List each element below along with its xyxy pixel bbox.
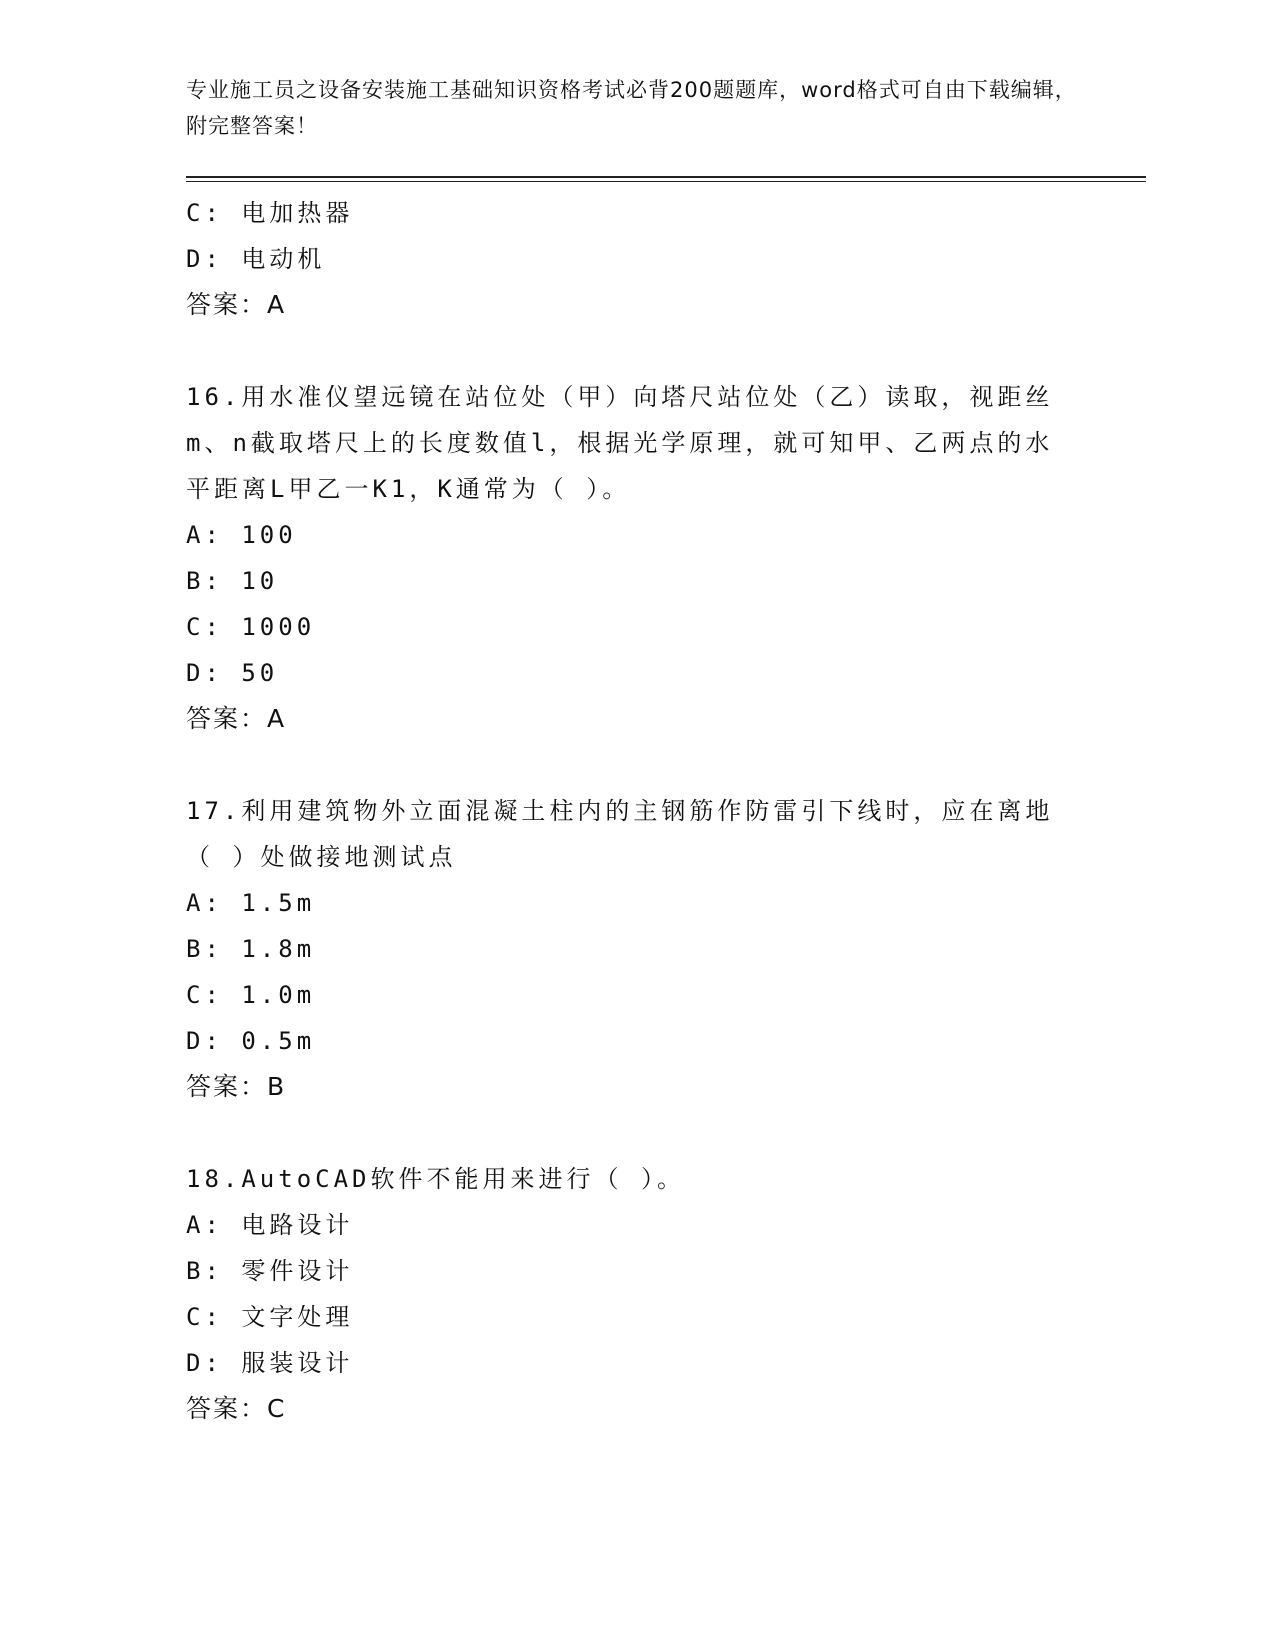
option-d: D: 电动机 (186, 245, 326, 273)
option-b: B: 1.8m (186, 935, 316, 963)
question-stem-16: 16.用水准仪望远镜在站位处（甲）向塔尺站位处（乙）读取，视距丝m、n截取塔尺上的长度数值l，根据光学原理，就可知甲、乙两点的水平距离L甲乙一K1，K通常为（ ）。 (186, 383, 1054, 503)
spacer (186, 742, 1076, 788)
option-d: D: 50 (186, 659, 279, 687)
answer-line: 答案：C (186, 1394, 287, 1423)
question-stem-18: 18.AutoCAD软件不能用来进行（ ）。 (186, 1165, 685, 1193)
answer-line: 答案：A (186, 290, 287, 319)
answer-line: 答案：B (186, 1072, 287, 1101)
spacer (186, 328, 1076, 374)
question-stem-17: 17.利用建筑物外立面混凝土柱内的主钢筋作防雷引下线时，应在离地（ ）处做接地测试点 (186, 797, 1054, 871)
header-divider (186, 176, 1146, 182)
option-b: B: 10 (186, 567, 279, 595)
option-d: D: 0.5m (186, 1027, 316, 1055)
option-c: C: 1.0m (186, 981, 316, 1009)
option-a: A: 1.5m (186, 889, 316, 917)
spacer (186, 1110, 1076, 1156)
question-content (186, 190, 1076, 1432)
option-a: A: 100 (186, 521, 297, 549)
document-header-title: 专业施工员之设备安装施工基础知识资格考试必背200题题库，word格式可自由下载编辑，附完整答案！ (186, 78, 1077, 138)
option-c: C: 1000 (186, 613, 316, 641)
answer-line: 答案：A (186, 704, 287, 733)
option-d: D: 服装设计 (186, 1349, 354, 1377)
option-c: C: 文字处理 (186, 1303, 354, 1331)
option-b: B: 零件设计 (186, 1257, 354, 1285)
option-c: C: 电加热器 (186, 199, 354, 227)
option-a: A: 电路设计 (186, 1211, 354, 1239)
